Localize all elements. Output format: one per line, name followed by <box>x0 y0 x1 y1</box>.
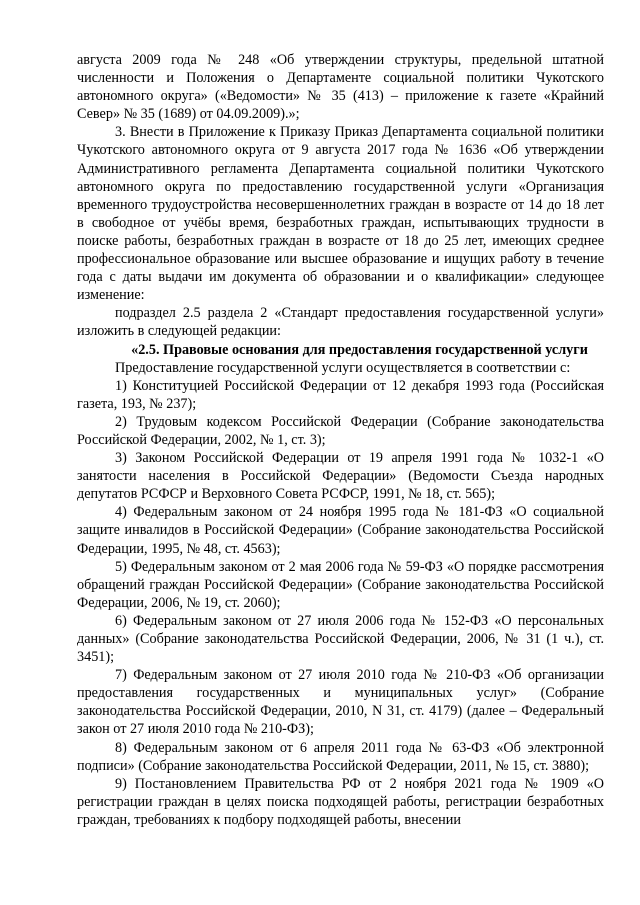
subsection-instruction: подраздел 2.5 раздела 2 «Стандарт предоставления государственной услуги» изложить в следующей редакции: <box>77 305 604 340</box>
document-page <box>77 51 604 829</box>
item-3-paragraph: 3. Внести в Приложение к Приказу Приказ Департамента социальной политики Чукотского автономного округа от 9 августа 2017 года № 1636 «Об утверждении Административного регламента Департамента социальной политики Чукотского автономного округа по предоставлению государственной услуги «Организация временного трудоустройства несовершеннолетних граждан в возрасте от 14 до 18 лет в свободное от учёбы время, безработных граждан, испытывающих трудности в поиске работы, безработных граждан в возрасте от 18 до 25 лет, имеющих среднее профессиональное образование или высшее образование и ищущих работу в течение года с даты выдачи им документа об образовании и о квалификации» следующее изменение: <box>77 124 604 304</box>
intro-continuation: августа 2009 года № 248 «Об утверждении структуры, предельной штатной численности и Положения о Департаменте социальной политики Чукотского автономного округа» («Ведомости» № 35 (413) – приложение к газете «Крайний Север» № 35 (1689) от 04.09.2009).»; <box>77 52 604 123</box>
list-item: 3) Законом Российской Федерации от 19 апреля 1991 года № 1032-1 «О занятости населения в Российской Федерации» (Ведомости Съезда народных депутатов РСФСР и Верховного Совета РСФСР, 1991, № 18, ст. 565); <box>77 450 604 503</box>
list-item: 7) Федеральным законом от 27 июля 2010 года № 210-ФЗ «Об организации предоставления государственных и муниципальных услуг» (Собрание законодательства Российской Федерации, 2010, N 31, ст. 4179) (далее – Федеральный закон от 27 июля 2010 года № 210-ФЗ); <box>77 667 604 738</box>
list-item: 2) Трудовым кодексом Российской Федерации (Собрание законодательства Российской Федерации, 2002, № 1, ст. 3); <box>77 413 604 448</box>
list-item: 5) Федеральным законом от 2 мая 2006 года № 59-ФЗ «О порядке рассмотрения обращений граждан Российской Федерации» (Собрание законодательства Российской Федерации, 2006, № 19, ст. 2060); <box>77 558 604 611</box>
lead-paragraph: Предоставление государственной услуги осуществляется в соответствии с: <box>115 359 571 376</box>
list-item: 6) Федеральным законом от 27 июля 2006 года № 152-ФЗ «О персональных данных» (Собрание законодательства Российской Федерации, 2006, № 31 (1 ч.), ст. 3451); <box>77 612 604 666</box>
list-item: 9) Постановлением Правительства РФ от 2 ноября 2021 года № 1909 «О регистрации граждан в целях поиска подходящей работы, регистрации безработных граждан, требованиях к подбору подходящей работы, внесении <box>77 775 604 828</box>
list-item: 8) Федеральным законом от 6 апреля 2011 года № 63-ФЗ «Об электронной подписи» (Собрание законодательства Российской Федерации, 2011, № 15, ст. 3880); <box>77 739 604 774</box>
list-item: 4) Федеральным законом от 24 ноября 1995 года № 181-ФЗ «О социальной защите инвалидов в Российской Федерации» (Собрание законодательства Российской Федерации, 1995, № 48, ст. 4563); <box>77 504 604 557</box>
section-heading: «2.5. Правовые основания для предоставления государственной услуги <box>131 341 588 358</box>
list-item: 1) Конституцией Российской Федерации от 12 декабря 1993 года (Российская газета, 193, № 237); <box>77 377 604 412</box>
